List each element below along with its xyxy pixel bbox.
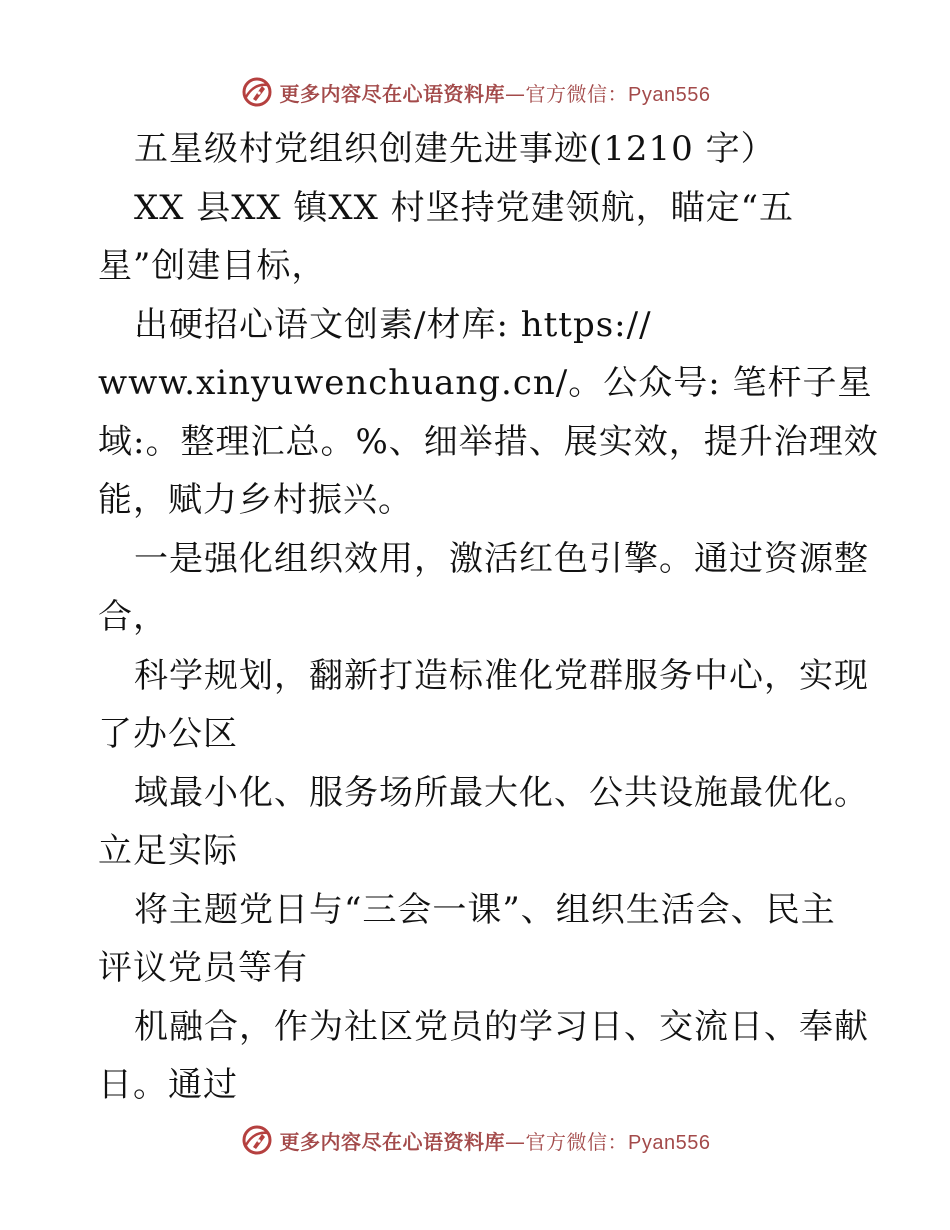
banner-wechat-id: Pyan556 [628,83,711,106]
pen-nib-logo-icon [240,75,274,109]
pen-nib-logo-icon [240,1123,274,1157]
banner-prefix: 更多内容尽在心语资料库 [279,81,506,106]
banner-wechat-label: 官方微信： [525,81,629,106]
paragraph-line: 将主题党日与“三会一课”、组织生活会、民主 [134,889,836,930]
paragraph-line: 科学规划，翻新打造标准化党群服务中心，实现 [134,655,869,696]
banner-wechat-id: Pyan556 [628,1131,711,1154]
banner-prefix: 更多内容尽在心语资料库 [279,1129,506,1154]
paragraph-line: 出硬招心语文创素/材库: https:// [134,304,652,345]
banner-text [280,1126,711,1155]
paragraph-line: 星”创建目标， [98,246,327,286]
paragraph-line: 域最小化、服务场所最大化、公共设施最优化。 [134,772,869,813]
document-title: 五星级村党组织创建先进事迹(1210 字） [134,129,776,169]
footer-banner [0,1120,950,1160]
paragraph-line: 立足实际 [98,831,238,871]
paragraph-line: 一是强化组织效用，激活红色引擎。通过资源整 [134,538,869,579]
paragraph-line: 域:。整理汇总。%、细举措、展实效，提升治理效 [98,421,879,462]
paragraph-line: www.xinyuwenchuang.cn/。公众号: 笔杆子星 [98,363,873,403]
document-body [98,120,879,1115]
paragraph-line: 合， [98,597,168,637]
banner-separator: — [505,81,526,106]
banner-text [280,78,711,107]
paragraph-line: 能，赋力乡村振兴。 [98,480,413,520]
banner-wechat-label: 官方微信： [525,1129,629,1154]
banner-separator: — [505,1129,526,1154]
paragraph-line: 机融合，作为社区党员的学习日、交流日、奉献 [134,1006,869,1047]
paragraph-line: 评议党员等有 [98,948,308,988]
paragraph-line: 日。通过 [98,1065,238,1105]
paragraph-line: 了办公区 [98,714,238,754]
paragraph-line: XX 县XX 镇XX 村坚持党建领航，瞄定“五 [134,187,795,228]
header-banner [0,72,950,112]
